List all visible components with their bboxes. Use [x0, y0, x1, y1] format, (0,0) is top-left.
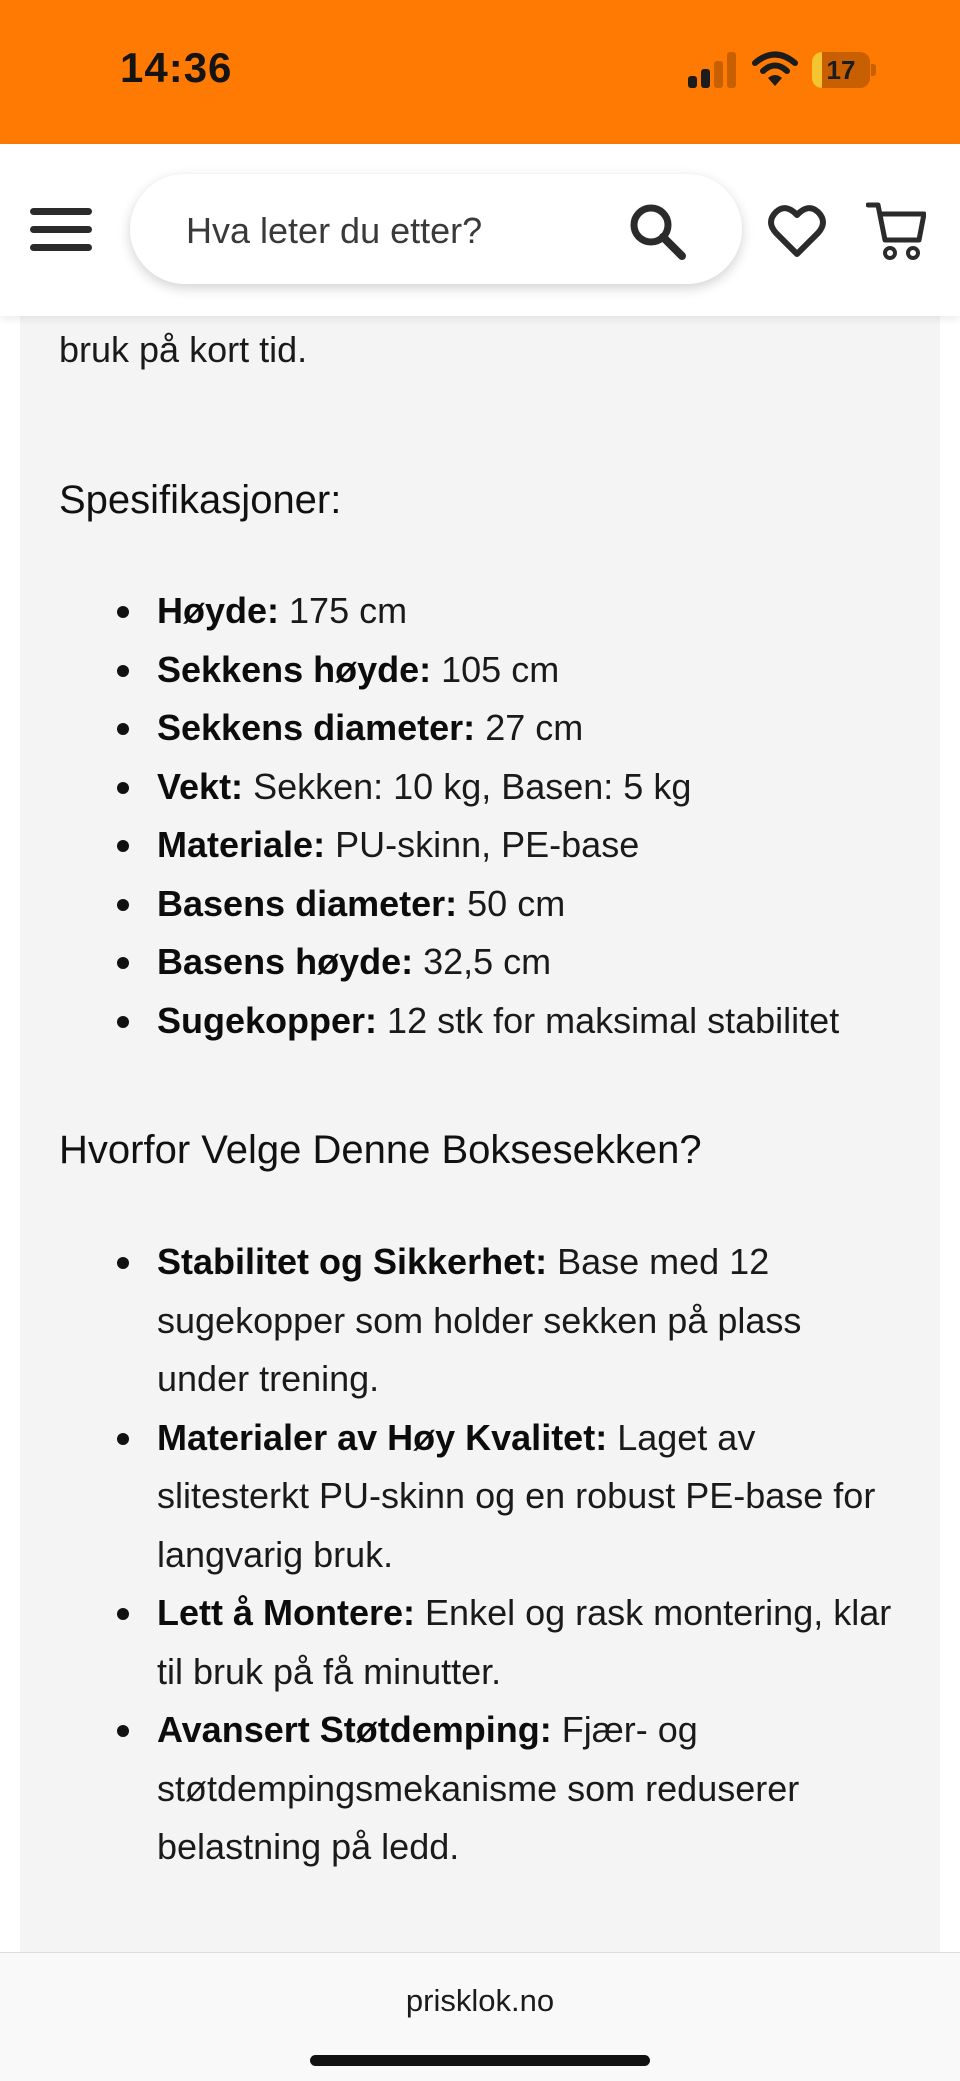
spec-label: Sekkens diameter:: [157, 707, 476, 748]
reason-label: Avansert Støtdemping:: [157, 1709, 552, 1750]
spec-label: Basens høyde:: [157, 941, 414, 982]
reason-label: Stabilitet og Sikkerhet:: [157, 1241, 548, 1282]
product-description: [20, 316, 940, 1952]
list-item: [157, 582, 937, 641]
spec-label: Sekkens høyde:: [157, 648, 432, 690]
spec-value: 105 cm: [441, 648, 560, 690]
spec-value: PU-skinn, PE-base: [335, 824, 640, 865]
list-item: [157, 699, 937, 758]
list-item: [157, 1233, 897, 1409]
spec-list: [157, 582, 937, 1050]
spec-value: Sekken: 10 kg, Basen: 5 kg: [253, 765, 692, 807]
list-item: [157, 875, 937, 934]
battery-level: 17: [826, 55, 856, 85]
list-item: [157, 933, 937, 992]
spec-label: Basens diameter:: [157, 882, 458, 924]
spec-heading: Spesifikasjoner:: [59, 478, 342, 522]
list-item: [157, 641, 937, 700]
heart-icon[interactable]: [768, 204, 826, 258]
reason-text: Laget av slitesterkt PU-skinn og en robust PE-base for langvarig bruk.: [157, 1416, 876, 1575]
search-input[interactable]: [130, 174, 742, 284]
list-item: [157, 992, 937, 1051]
site-header: [0, 144, 960, 316]
description-text: bruk på kort tid.: [59, 329, 308, 370]
battery-icon: [812, 52, 876, 88]
status-time: 14:36: [120, 44, 233, 91]
browser-address-bar[interactable]: [0, 1952, 960, 2081]
spec-label: Høyde:: [157, 590, 280, 631]
spec-label: Materiale:: [157, 824, 326, 865]
reason-label: Lett å Montere:: [157, 1592, 416, 1633]
menu-icon[interactable]: [30, 208, 92, 252]
search-icon[interactable]: [626, 200, 690, 264]
list-item: [157, 1701, 897, 1877]
reason-label: Materialer av Høy Kvalitet:: [157, 1416, 608, 1458]
spec-label: Vekt:: [157, 765, 244, 807]
wifi-icon: [752, 50, 798, 88]
list-item: [157, 1409, 897, 1585]
cart-icon[interactable]: [866, 200, 926, 262]
reason-text: Base med 12 sugekopper som holder sekken på plass under trening.: [157, 1241, 802, 1399]
status-bar: [0, 0, 960, 144]
site-domain[interactable]: prisklok.no: [405, 1983, 555, 2018]
spec-value: 27 cm: [485, 707, 584, 748]
list-item: [157, 816, 937, 875]
reason-text: Fjær- og støtdempingsmekanisme som reduserer belastning på ledd.: [157, 1709, 800, 1867]
list-item: [157, 1584, 897, 1701]
spec-value: 32,5 cm: [423, 941, 552, 982]
reasons-list: [157, 1233, 897, 1877]
spec-value: 12 stk for maksimal stabilitet: [387, 999, 840, 1041]
reason-text: Enkel og rask montering, klar til bruk på få minutter.: [157, 1592, 892, 1692]
home-indicator[interactable]: [310, 2055, 650, 2066]
signal-icon: [688, 52, 738, 88]
why-heading: Hvorfor Velge Denne Boksesekken?: [59, 1128, 702, 1172]
spec-value: 50 cm: [467, 882, 566, 924]
search-placeholder: Hva leter du etter?: [186, 210, 483, 251]
spec-label: Sugekopper:: [157, 999, 378, 1041]
list-item: [157, 758, 937, 817]
spec-value: 175 cm: [289, 590, 408, 631]
